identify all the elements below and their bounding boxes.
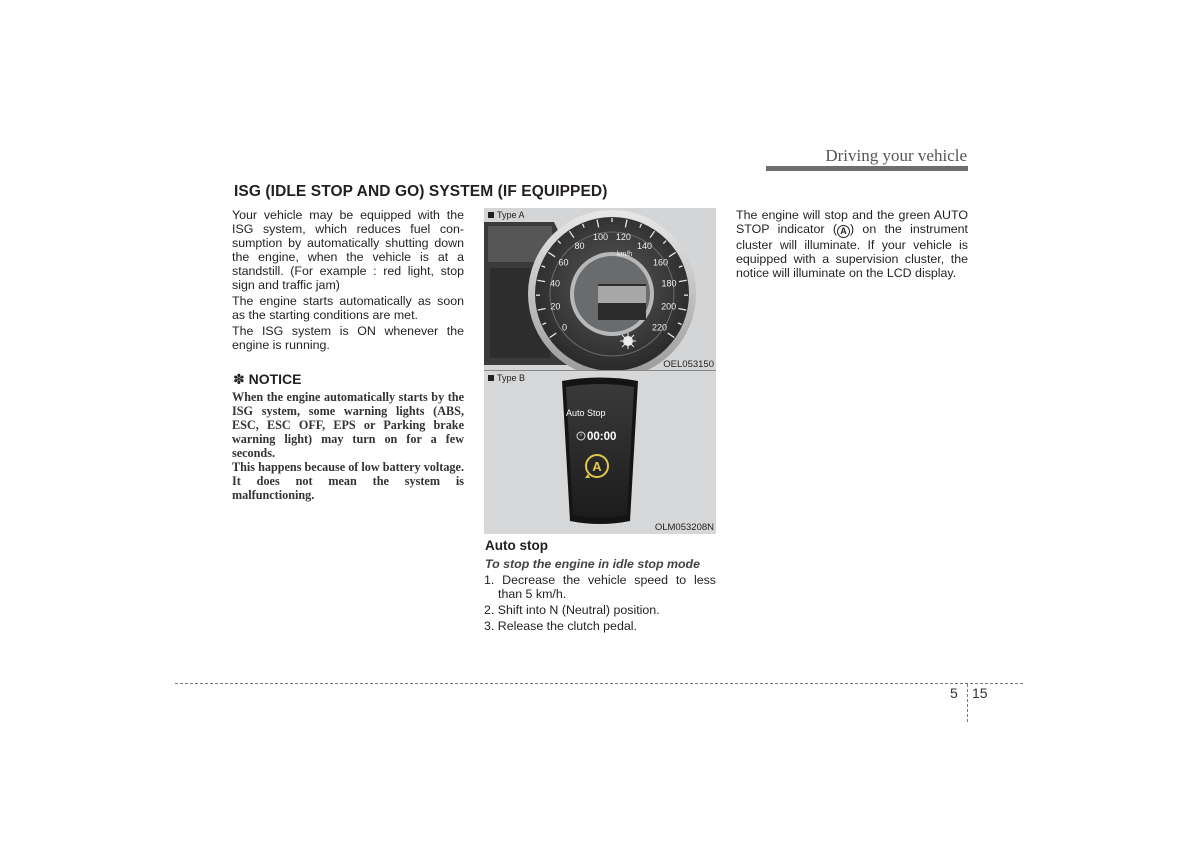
auto-stop-steps [484,573,716,635]
section-title: ISG (IDLE STOP AND GO) SYSTEM (IF EQUIPPED) [234,183,608,200]
footer-divider [967,684,968,722]
figure-a-code: OEL053150 [663,359,714,370]
step-item: 1. Decrease the vehicle speed to less than 5 km/h. [484,573,716,601]
running-head: Driving your vehicle [825,146,967,165]
figure-type-a [484,208,716,371]
gauge-tick-label: 80 [574,240,585,251]
lcd-display-illustration [484,371,716,534]
auto-stop-indicator-letter: A [592,459,602,474]
notice-paragraph-2: This happens because of low battery voltage. It does not mean the system is malfunctioning. [232,460,464,502]
auto-stop-paragraph: The engine will stop and the green AUTO STOP indicator ( A ) on the instrument cluster will illuminate. If your vehicle is equipped with a supervision cluster, the notice will illuminate on the LCD display. [736,208,968,280]
notice-heading: ✽ NOTICE [233,371,302,387]
gauge-tick-label: 40 [549,278,560,289]
page-section-number: 5 [950,685,958,701]
lcd-timer: 00:00 [587,431,617,443]
auto-stop-description [736,208,968,282]
gauge-tick-label: 100 [593,232,609,243]
gauge-tick-label: 120 [615,232,631,243]
intro-paragraph-3: The ISG system is ON whenever the engine is running. [232,324,464,352]
auto-stop-subheading: To stop the engine in idle stop mode [485,557,701,571]
notice-body [232,390,464,502]
gauge-tick-label: 60 [558,257,569,268]
gauge-tick-label: 0 [561,322,567,333]
gauge-tick-label: 180 [661,278,677,289]
figure-type-b [484,371,716,534]
gauge-tick-label: 220 [651,322,668,333]
auto-stop-indicator-inline-icon: A [837,225,850,238]
gauge-tick-label: 200 [661,301,677,312]
gauge-tick-label: 20 [550,301,561,312]
figure-b-code: OLM053208N [654,522,714,533]
speedometer-illustration [484,208,716,371]
intro-column [232,208,464,354]
auto-stop-heading: Auto stop [485,538,548,553]
figure-b-type-label: Type B [488,373,525,383]
intro-paragraph-2: The engine starts automatically as soon as the starting conditions are met. [232,294,464,322]
gauge-tick-label: 160 [653,257,669,268]
gauge-unit-label: km/h [617,251,633,258]
intro-paragraph-1: Your vehicle may be equipped with the ISG system, which reduces fuel con-sumption by automatically shutting down the engine, when the vehicle is at a standstill. (For example : red light, stop sign and traffic jam) [232,208,464,292]
figure-a-type-label: Type A [488,210,525,220]
gauge-tick-label: 140 [636,240,653,251]
page-number: 15 [972,685,988,701]
step-item: 2. Shift into N (Neutral) position. [484,603,660,617]
lcd-title: Auto Stop [566,408,606,418]
header-rule [766,166,968,171]
step-item: 3. Release the clutch pedal. [484,619,637,633]
notice-paragraph-1: When the engine automatically starts by the ISG system, some warning lights (ABS, ESC, ESC OFF, EPS or Parking brake warning light) may turn on for a few seconds. [232,390,464,460]
footer-rule [175,683,1023,684]
